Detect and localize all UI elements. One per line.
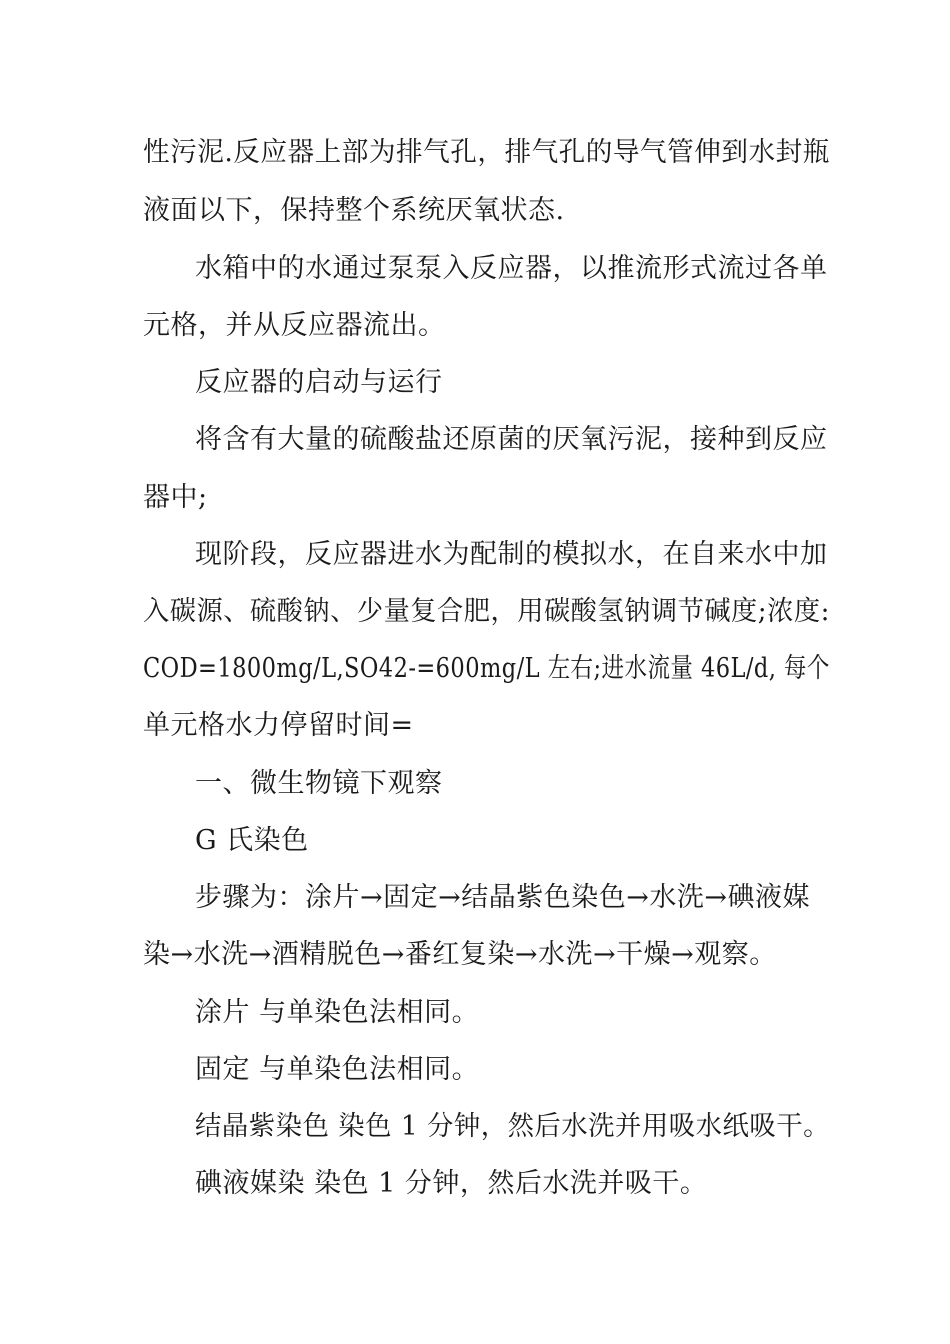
text-line: 染→水洗→酒精脱色→番红复染→水洗→干燥→观察。: [143, 939, 777, 970]
text-line: 步骤为：涂片→固定→结晶紫色染色→水洗→碘液媒: [195, 882, 810, 913]
text-line: 单元格水力停留时间=: [143, 710, 414, 741]
section-heading: G 氏染色: [195, 825, 309, 856]
text-line: 将含有大量的硫酸盐还原菌的厌氧污泥，接种到反应: [195, 424, 828, 455]
text-line: 器中;: [143, 482, 208, 513]
section-heading: 反应器的启动与运行: [195, 367, 443, 398]
text-line: 性污泥.反应器上部为排气孔，排气孔的导气管伸到水封瓶: [143, 137, 830, 168]
text-line: 固定 与单染色法相同。: [195, 1054, 480, 1085]
text-line: 元格，并从反应器流出。: [143, 310, 446, 341]
text-line: 碘液媒染 染色 1 分钟，然后水洗并吸干。: [195, 1168, 708, 1199]
text-line: 入碳源、硫酸钠、少量复合肥，用碳酸氢钠调节碱度;浓度:: [143, 596, 830, 627]
text-line: 水箱中的水通过泵泵入反应器，以推流形式流过各单: [195, 253, 828, 284]
text-line: 结晶紫染色 染色 1 分钟，然后水洗并用吸水纸吸干。: [195, 1111, 830, 1142]
section-heading: 一、微生物镜下观察: [195, 768, 443, 799]
text-line: COD=1800mg/L,SO42-=600mg/L 左右;进水流量 46L/d, 每个: [143, 653, 830, 684]
text-line: 液面以下，保持整个系统厌氧状态.: [143, 195, 565, 226]
text-line: 现阶段，反应器进水为配制的模拟水，在自来水中加: [195, 539, 828, 570]
text-line: 涂片 与单染色法相同。: [195, 997, 480, 1028]
